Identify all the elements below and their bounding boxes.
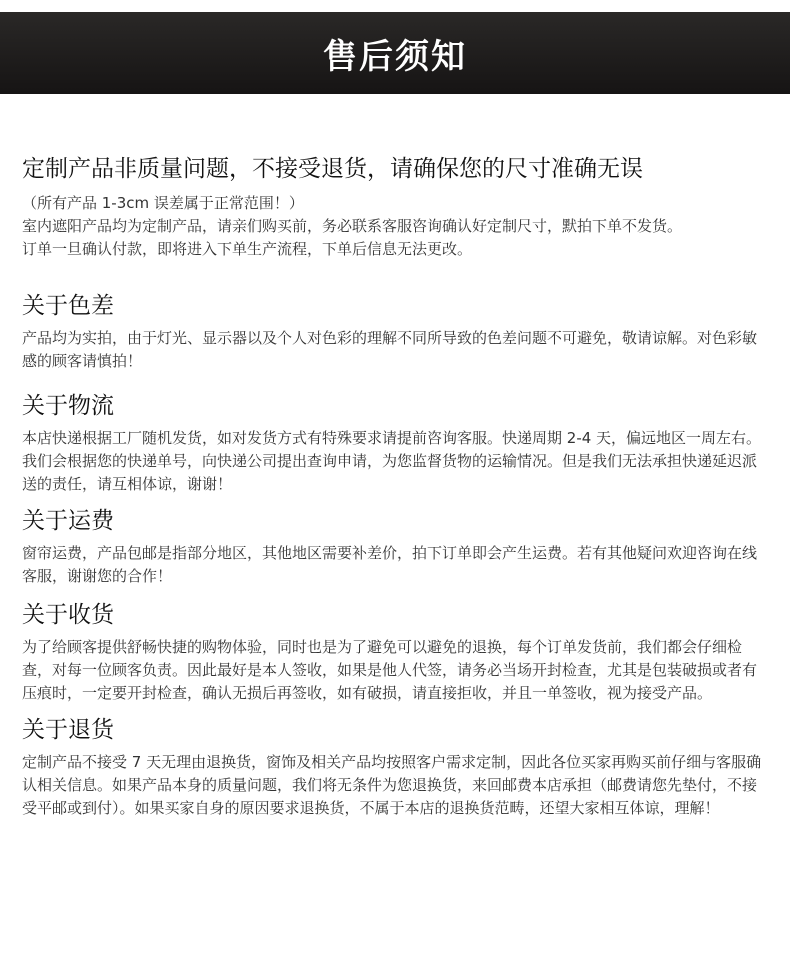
section-title: 关于运费 bbox=[22, 508, 114, 534]
section-color-difference bbox=[22, 291, 768, 373]
notice-tolerance-line: （所有产品 1-3cm 误差属于正常范围！） bbox=[22, 194, 304, 212]
section-shipping-fee bbox=[22, 506, 768, 588]
section-text: 为了给顾客提供舒畅快捷的购物体验，同时也是为了避免可以避免的退换，每个订单发货前，我们都会仔细检查，对每一位顾客负责。因此最好是本人签收，如果是他人代签，请务必当场开封检查，尤其是包装破损或者有压痕时，一定要开封检查，确认无损后再签收，如有破损，请直接拒收，并且一单签收，视为接受产品。 bbox=[22, 638, 758, 702]
section-logistics bbox=[22, 391, 768, 496]
section-text: 窗帘运费，产品包邮是指部分地区，其他地区需要补差价，拍下订单即会产生运费。若有其他疑问欢迎咨询在线客服，谢谢您的合作！ bbox=[22, 544, 758, 585]
section-receiving bbox=[22, 600, 768, 705]
section-title: 关于色差 bbox=[22, 293, 114, 319]
custom-product-notice bbox=[22, 154, 768, 261]
section-title: 关于收货 bbox=[22, 602, 114, 628]
header-banner bbox=[0, 12, 790, 94]
page-title: 售后须知 bbox=[323, 36, 467, 77]
notice-headline: 定制产品非质量问题，不接受退货，请确保您的尺寸准确无误 bbox=[22, 156, 643, 182]
top-margin bbox=[0, 0, 790, 12]
section-text: 产品均为实拍，由于灯光、显示器以及个人对色彩的理解不同所导致的色差问题不可避免，敬请谅解。对色彩敏感的顾客请慎拍！ bbox=[22, 329, 758, 370]
section-text: 定制产品不接受 7 天无理由退换货，窗饰及相关产品均按照客户需求定制，因此各位买家再购买前仔细与客服确认相关信息。如果产品本身的质量问题，我们将无条件为您退换货，来回邮费本店承担（邮费请您先垫付，不接受平邮或到付）。如果买家自身的原因要求退换货，不属于本店的退换货范畴，还望大家相互体谅，理解！ bbox=[22, 753, 762, 817]
section-text: 本店快递根据工厂随机发货，如对发货方式有特殊要求请提前咨询客服。快递周期 2-4 天，偏远地区一周左右。我们会根据您的快递单号，向快递公司提出查询申请，为您监督货物的运输情况。但是我们无法承担快递延迟派送的责任，请互相体谅，谢谢！ bbox=[22, 429, 762, 493]
notice-order-line: 订单一旦确认付款，即将进入下单生产流程，下单后信息无法更改。 bbox=[22, 240, 473, 258]
main-content bbox=[0, 154, 790, 820]
section-title: 关于退货 bbox=[22, 717, 114, 743]
section-returns bbox=[22, 715, 768, 820]
section-title: 关于物流 bbox=[22, 393, 114, 419]
notice-custom-line: 室内遮阳产品均为定制产品，请亲们购买前，务必联系客服咨询确认好定制尺寸，默拍下单不发货。 bbox=[22, 217, 683, 235]
